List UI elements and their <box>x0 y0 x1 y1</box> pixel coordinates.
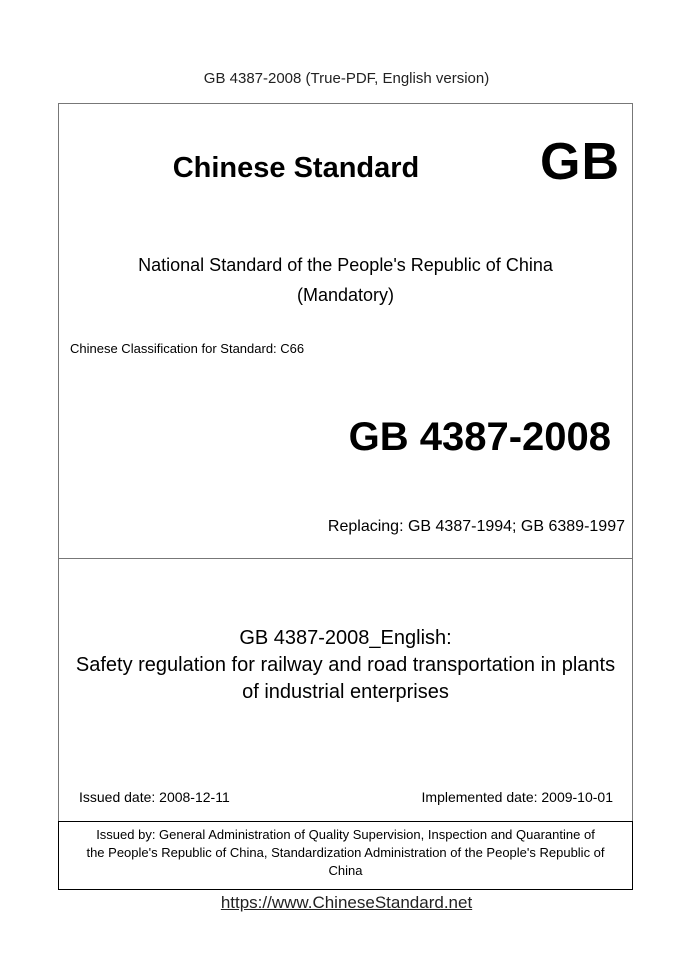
issuer-line-1: Issued by: General Administration of Quality Supervision, Inspection and Quarantine of <box>96 827 595 842</box>
document-title-line-3: of industrial enterprises <box>242 681 449 703</box>
cover-title: Chinese Standard <box>172 152 420 184</box>
document-title <box>58 625 633 706</box>
document-title-line-1: GB 4387-2008_English: <box>239 627 452 649</box>
replacing-note: Replacing: GB 4387-1994; GB 6389-1997 <box>327 518 625 535</box>
national-line-2: (Mandatory) <box>296 285 395 305</box>
issued-date: Issued date: 2008-12-11 <box>79 789 230 805</box>
website-link[interactable]: https://www.ChineseStandard.net <box>220 893 473 912</box>
gb-mark: GB <box>540 133 620 191</box>
issuer-line-3: China <box>328 863 363 878</box>
document-title-line-2: Safety regulation for railway and road transportation in plants <box>75 654 616 676</box>
classification: Chinese Classification for Standard: C66 <box>70 341 305 356</box>
implemented-date: Implemented date: 2009-10-01 <box>421 789 613 805</box>
issuer-text <box>60 826 631 880</box>
national-line-1: National Standard of the People's Republic of China <box>138 255 553 275</box>
national-standard-label <box>58 250 633 310</box>
standard-number: GB 4387-2008 <box>348 415 611 459</box>
document-header: GB 4387-2008 (True-PDF, English version) <box>203 70 490 87</box>
issuer-line-2: the People's Republic of China, Standardization Administration of the People's Republic of <box>86 845 605 860</box>
